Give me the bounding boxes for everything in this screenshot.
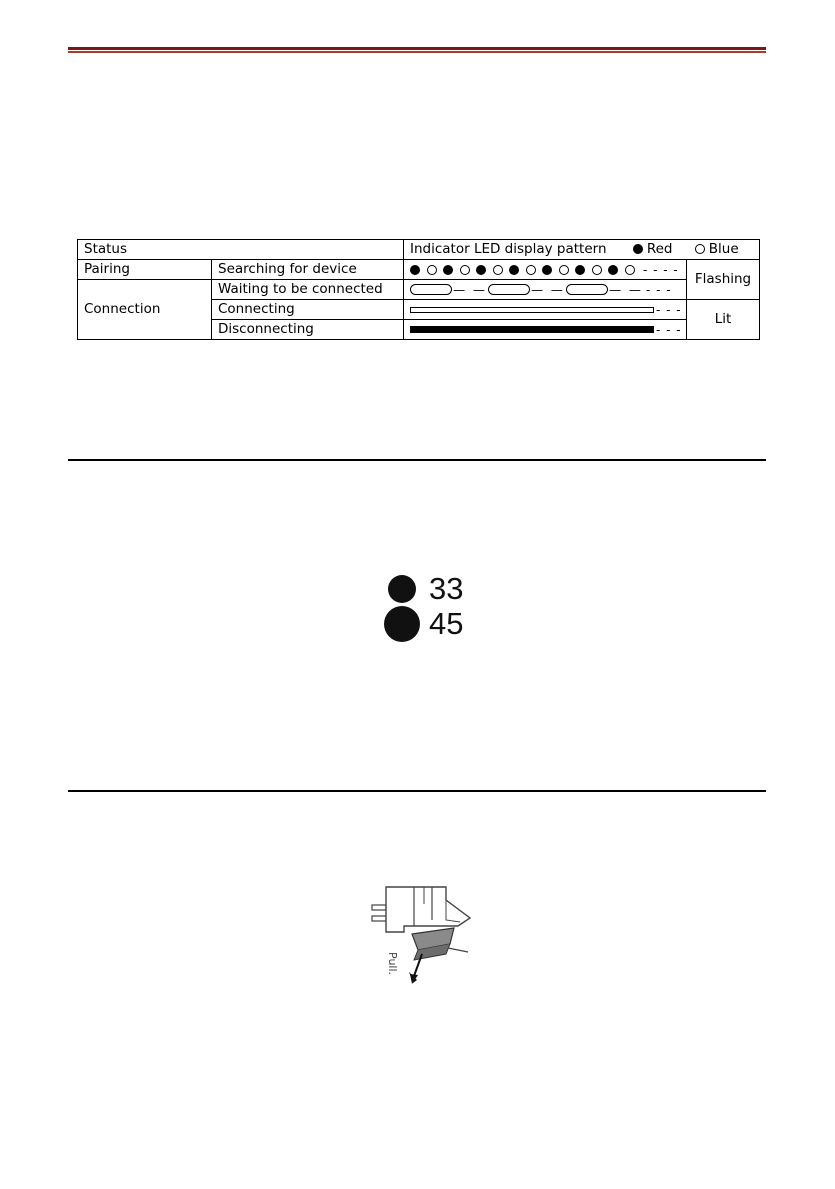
gap-dash: — — <box>531 282 565 297</box>
speed-45-indicator <box>384 606 463 642</box>
state-disconnecting: Disconnecting <box>212 320 404 340</box>
mode-flashing: Flashing <box>687 260 760 300</box>
red-dot-icon <box>509 265 519 275</box>
cartridge-icon <box>362 882 480 984</box>
blue-long-flash-icon <box>410 284 452 295</box>
group-pairing: Pairing <box>78 260 212 280</box>
pull-caption: Pull. <box>386 952 399 976</box>
red-dot-icon <box>443 265 453 275</box>
legend <box>633 240 757 257</box>
group-connection: Connection <box>78 280 212 340</box>
blue-dot-icon <box>493 265 503 275</box>
pattern-header-label: Indicator LED display pattern <box>410 240 607 257</box>
table-row <box>78 280 760 300</box>
state-waiting: Waiting to be connected <box>212 280 404 300</box>
continuation-dashes: - - - <box>656 302 682 317</box>
section-divider <box>68 790 766 792</box>
header-rule <box>68 47 766 55</box>
blue-long-flash-icon <box>488 284 530 295</box>
stylus-removal-illustration <box>362 882 480 984</box>
large-filled-circle-icon <box>384 606 420 642</box>
blue-dot-icon <box>695 244 705 254</box>
gap-dash: — — <box>453 282 487 297</box>
red-dot-icon <box>476 265 486 275</box>
blue-dot-icon <box>559 265 569 275</box>
status-header: Status <box>78 240 404 260</box>
red-dot-icon <box>575 265 585 275</box>
section-divider <box>68 459 766 461</box>
red-dot-icon <box>410 265 420 275</box>
red-solid-bar-icon <box>410 326 654 333</box>
legend-red-label: Red <box>646 240 673 257</box>
table-header-row <box>78 240 760 260</box>
speed-33-label: 33 <box>429 571 464 606</box>
continuation-dashes: - - - <box>646 282 672 297</box>
red-dot-icon <box>633 244 643 254</box>
table-row <box>78 260 760 280</box>
pattern-disconnecting <box>404 320 687 340</box>
red-dot-icon <box>608 265 618 275</box>
pattern-searching <box>404 260 687 280</box>
blue-dot-icon <box>592 265 602 275</box>
legend-blue-label: Blue <box>708 240 739 257</box>
blue-solid-bar-icon <box>410 307 654 313</box>
blue-dot-icon <box>625 265 635 275</box>
pattern-waiting <box>404 280 687 300</box>
blue-dot-icon <box>460 265 470 275</box>
pattern-connecting <box>404 300 687 320</box>
state-connecting: Connecting <box>212 300 404 320</box>
gap-dash: — — <box>609 282 643 297</box>
speed-45-label: 45 <box>429 606 464 641</box>
mode-lit: Lit <box>687 300 760 340</box>
pattern-header <box>404 240 760 260</box>
continuation-dashes: - - - <box>656 322 682 337</box>
continuation-dashes: - - - - <box>643 262 679 277</box>
blue-long-flash-icon <box>566 284 608 295</box>
small-filled-circle-icon <box>388 575 416 603</box>
red-dot-icon <box>542 265 552 275</box>
blue-dot-icon <box>427 265 437 275</box>
state-searching: Searching for device <box>212 260 404 280</box>
speed-33-indicator <box>388 571 463 607</box>
led-indicator-table <box>77 239 760 340</box>
blue-dot-icon <box>526 265 536 275</box>
